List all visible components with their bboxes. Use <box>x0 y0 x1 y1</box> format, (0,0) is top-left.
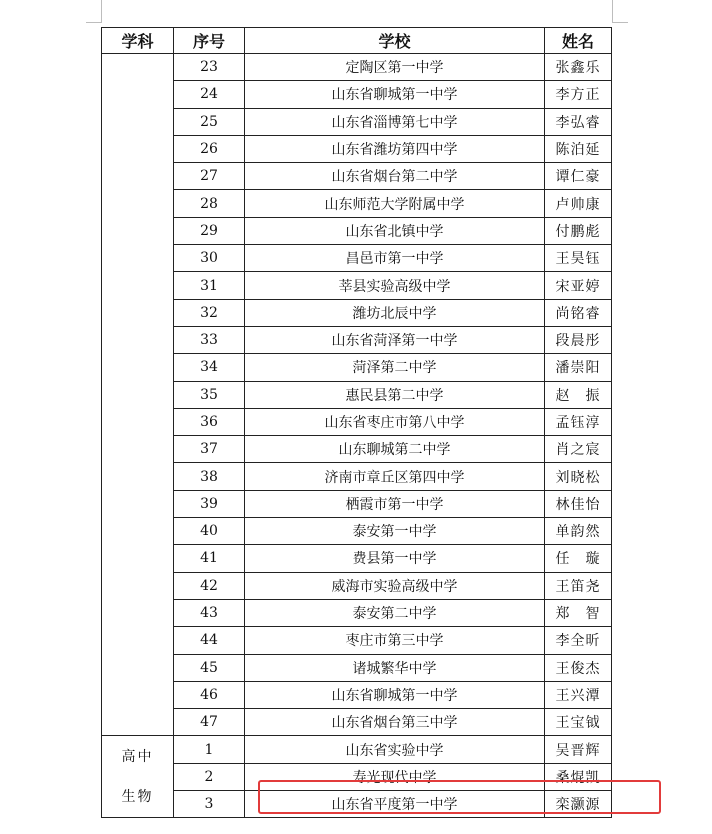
row-number: 28 <box>174 190 245 217</box>
row-student-name: 肖之宸 <box>545 436 612 463</box>
table-row <box>102 245 612 272</box>
row-number: 31 <box>174 272 245 299</box>
row-number: 32 <box>174 299 245 326</box>
row-number: 26 <box>174 135 245 162</box>
table-row <box>102 272 612 299</box>
row-school: 枣庄市第三中学 <box>245 627 545 654</box>
roster-table <box>101 27 612 818</box>
row-student-name: 陈泊延 <box>545 135 612 162</box>
row-number: 2 <box>174 763 245 790</box>
row-school: 威海市实验高级中学 <box>245 572 545 599</box>
table-row <box>102 545 612 572</box>
table-row <box>102 463 612 490</box>
row-school: 昌邑市第一中学 <box>245 245 545 272</box>
row-number: 36 <box>174 408 245 435</box>
row-student-name: 王昊钰 <box>545 245 612 272</box>
table-row <box>102 217 612 244</box>
row-student-name: 桑焜凯 <box>545 763 612 790</box>
row-student-name: 吴晋辉 <box>545 736 612 763</box>
row-student-name: 林佳怡 <box>545 490 612 517</box>
page-margin-mark-left <box>101 0 102 22</box>
row-number: 3 <box>174 791 245 818</box>
row-school: 泰安第二中学 <box>245 599 545 626</box>
table-row <box>102 135 612 162</box>
table-row <box>102 681 612 708</box>
page-margin-mark-left-h <box>86 22 102 23</box>
row-school: 山东省烟台第二中学 <box>245 163 545 190</box>
table-row <box>102 490 612 517</box>
row-student-name: 任 璇 <box>545 545 612 572</box>
row-student-name: 尚铭睿 <box>545 299 612 326</box>
row-student-name: 孟钰淳 <box>545 408 612 435</box>
row-number: 44 <box>174 627 245 654</box>
row-student-name: 赵 振 <box>545 381 612 408</box>
row-school: 诸城繁华中学 <box>245 654 545 681</box>
row-school: 山东省烟台第三中学 <box>245 709 545 736</box>
row-number: 38 <box>174 463 245 490</box>
header-subject: 学科 <box>102 28 174 54</box>
row-student-name: 谭仁豪 <box>545 163 612 190</box>
row-student-name: 李弘睿 <box>545 108 612 135</box>
row-number: 33 <box>174 326 245 353</box>
row-school: 山东省平度第一中学 <box>245 791 545 818</box>
table-row <box>102 381 612 408</box>
row-number: 29 <box>174 217 245 244</box>
row-student-name: 李方正 <box>545 81 612 108</box>
row-number: 37 <box>174 436 245 463</box>
row-number: 45 <box>174 654 245 681</box>
table-row <box>102 408 612 435</box>
table-row <box>102 518 612 545</box>
row-student-name: 张鑫乐 <box>545 54 612 81</box>
row-school: 山东省枣庄市第八中学 <box>245 408 545 435</box>
row-school: 定陶区第一中学 <box>245 54 545 81</box>
row-student-name: 王宝钺 <box>545 709 612 736</box>
row-student-name: 王兴潭 <box>545 681 612 708</box>
row-number: 30 <box>174 245 245 272</box>
row-number: 35 <box>174 381 245 408</box>
row-number: 39 <box>174 490 245 517</box>
row-number: 47 <box>174 709 245 736</box>
header-name: 姓名 <box>545 28 612 54</box>
table-row <box>102 791 612 818</box>
row-school: 惠民县第二中学 <box>245 381 545 408</box>
header-row <box>102 28 612 54</box>
row-student-name: 李全昕 <box>545 627 612 654</box>
row-school: 费县第一中学 <box>245 545 545 572</box>
row-number: 24 <box>174 81 245 108</box>
row-number: 46 <box>174 681 245 708</box>
row-number: 34 <box>174 354 245 381</box>
row-school: 山东省北镇中学 <box>245 217 545 244</box>
table-row <box>102 108 612 135</box>
page-margin-mark-right-h <box>612 22 628 23</box>
row-school: 潍坊北辰中学 <box>245 299 545 326</box>
page-margin-mark-right <box>612 0 613 22</box>
row-school: 山东省菏泽第一中学 <box>245 326 545 353</box>
row-number: 25 <box>174 108 245 135</box>
table-row <box>102 326 612 353</box>
row-school: 山东省实验中学 <box>245 736 545 763</box>
row-number: 40 <box>174 518 245 545</box>
table-row <box>102 54 612 81</box>
row-student-name: 潘崇阳 <box>545 354 612 381</box>
header-school: 学校 <box>245 28 545 54</box>
row-student-name: 付鹏彪 <box>545 217 612 244</box>
row-school: 山东省淄博第七中学 <box>245 108 545 135</box>
row-number: 41 <box>174 545 245 572</box>
row-number: 1 <box>174 736 245 763</box>
table-row <box>102 736 612 763</box>
table-row <box>102 354 612 381</box>
row-school: 莘县实验高级中学 <box>245 272 545 299</box>
table-row <box>102 572 612 599</box>
table-row <box>102 190 612 217</box>
table-row <box>102 436 612 463</box>
row-number: 43 <box>174 599 245 626</box>
table-row <box>102 163 612 190</box>
row-student-name: 王俊杰 <box>545 654 612 681</box>
row-student-name: 栾灏源 <box>545 791 612 818</box>
row-student-name: 郑 智 <box>545 599 612 626</box>
row-number: 27 <box>174 163 245 190</box>
row-number: 23 <box>174 54 245 81</box>
row-school: 山东省聊城第一中学 <box>245 681 545 708</box>
row-school: 寿光现代中学 <box>245 763 545 790</box>
row-school: 山东省潍坊第四中学 <box>245 135 545 162</box>
subject-line-1: 高中 <box>121 748 154 765</box>
row-number: 42 <box>174 572 245 599</box>
header-number: 序号 <box>174 28 245 54</box>
table-row <box>102 299 612 326</box>
table-row <box>102 654 612 681</box>
table-row <box>102 763 612 790</box>
row-student-name: 刘晓松 <box>545 463 612 490</box>
row-school: 泰安第一中学 <box>245 518 545 545</box>
table-row <box>102 599 612 626</box>
subject-cell-section-1 <box>102 54 174 736</box>
subject-line-2: 生物 <box>121 788 154 805</box>
subject-cell-high-school-biology <box>102 736 174 818</box>
row-student-name: 段晨彤 <box>545 326 612 353</box>
row-student-name: 单韵然 <box>545 518 612 545</box>
row-school: 山东省聊城第一中学 <box>245 81 545 108</box>
row-school: 菏泽第二中学 <box>245 354 545 381</box>
row-school: 济南市章丘区第四中学 <box>245 463 545 490</box>
row-school: 栖霞市第一中学 <box>245 490 545 517</box>
row-student-name: 卢帅康 <box>545 190 612 217</box>
table-row <box>102 627 612 654</box>
row-school: 山东聊城第二中学 <box>245 436 545 463</box>
row-student-name: 宋亚婷 <box>545 272 612 299</box>
table-row <box>102 709 612 736</box>
row-school: 山东师范大学附属中学 <box>245 190 545 217</box>
row-student-name: 王笛尧 <box>545 572 612 599</box>
table-row <box>102 81 612 108</box>
